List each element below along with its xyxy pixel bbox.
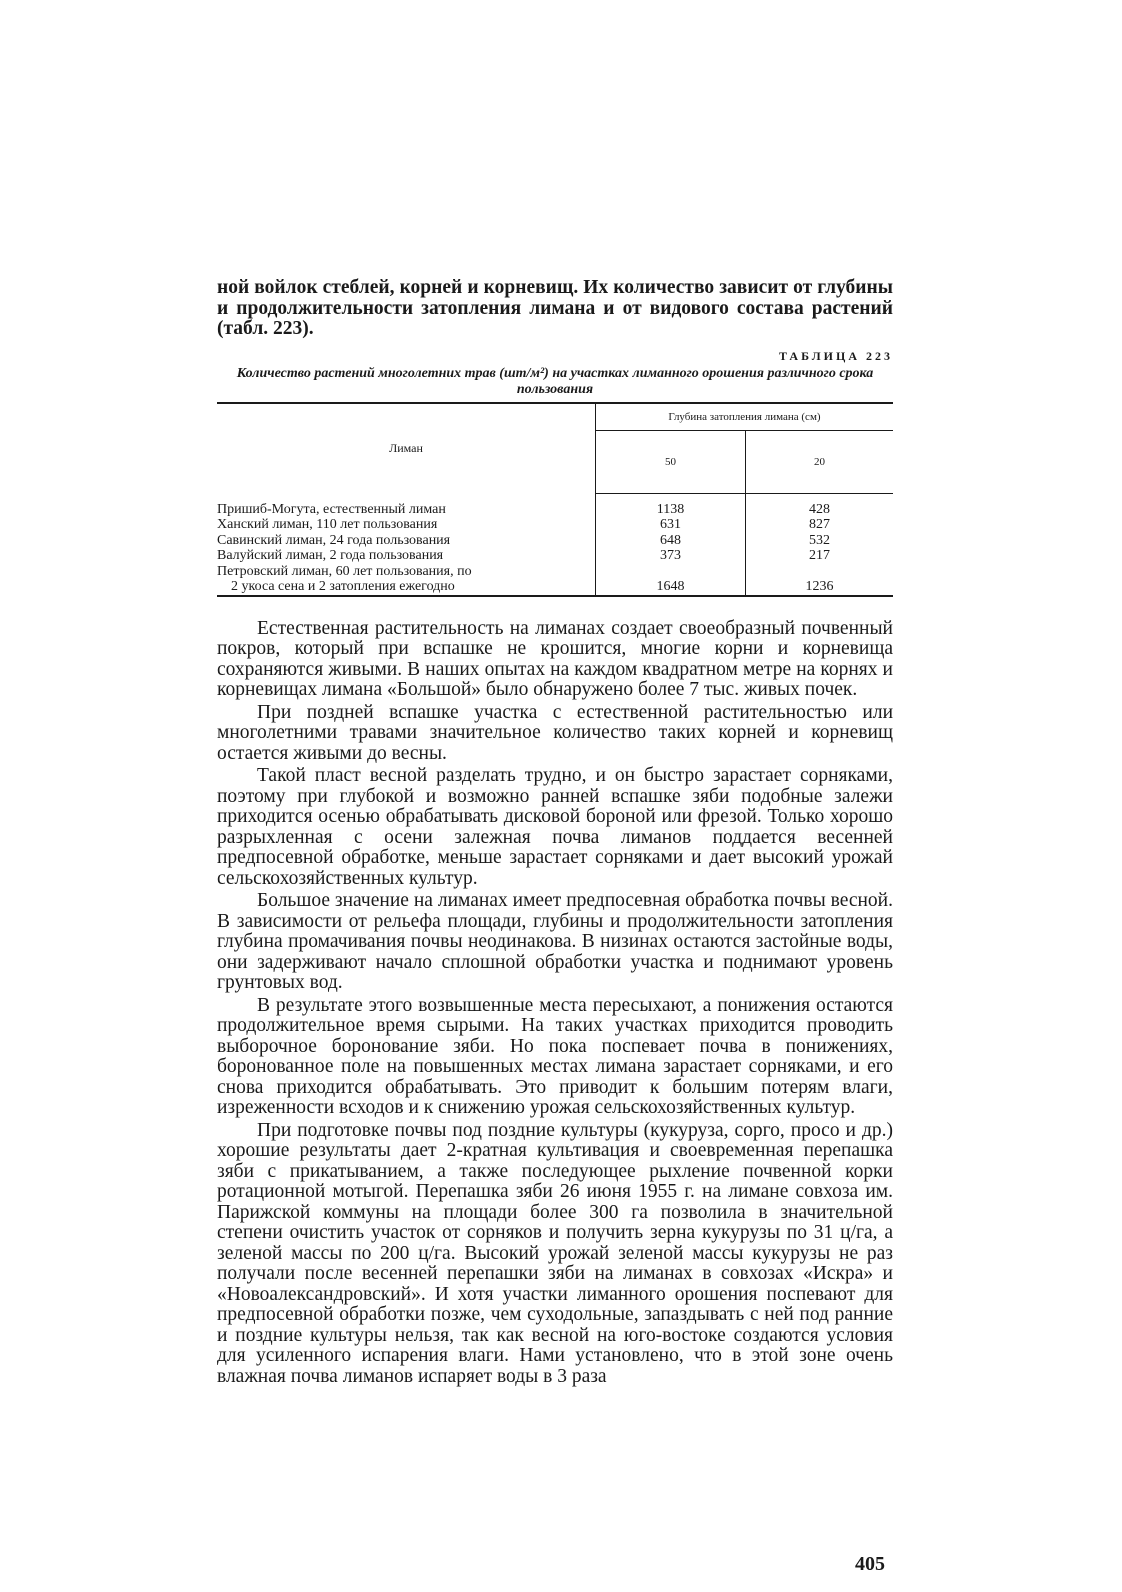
header-depth-50: 50 xyxy=(596,430,746,493)
header-liman: Лиман xyxy=(389,440,423,455)
row-value-20: 428 xyxy=(746,502,894,518)
table-row xyxy=(217,533,893,549)
paragraph: В результате этого возвышенные места пересыхают, а понижения остаются продолжительное время сырыми. На таких участках приходится проводить выборочное боронование зяби. Но пока поспевает почва в понижениях, боронованное поле на повышенных местах лимана зарастает сорняками, и его снова приходится обрабатывать. Это приводит к большим потерям влаги, изреженности всходов и к снижению урожая сельскохозяйственных культур. xyxy=(217,994,893,1118)
paragraph: Такой пласт весной разделать трудно, и он быстро зарастает сорняками, поэтому при глубокой и возможно ранней вспашке зяби подобные залежи приходится осенью обрабатывать дисковой бороной или фрезой. Только хорошо разрыхленная с осени залежная почва лиманов поддается весенней предпосевной обработке, меньше зарастает сорняками и дает высокий урожай сельскохозяйственных культур. xyxy=(217,765,893,889)
table-label: ТАБЛИЦА 223 xyxy=(779,348,893,363)
table-row xyxy=(217,502,893,518)
row-liman xyxy=(217,564,596,596)
row-value-50: 1138 xyxy=(596,502,746,518)
plants-table xyxy=(217,402,893,597)
row-value-20: 217 xyxy=(746,548,894,564)
paragraph: Большое значение на лиманах имеет предпосевная обработка почвы весной. В зависимости от рельефа площади, глубины и продолжительности затопления глубина промачивания почвы неодинакова. В низинах остаются застойные воды, они задерживают начало сплошной обработки участка и поднимают уровень грунтовых вод. xyxy=(217,890,893,993)
row-liman: Пришиб-Могута, естественный лиман xyxy=(217,501,446,517)
paragraph: Естественная растительность на лиманах создает своеобразный почвенный покров, который при вспашке не крошится, многие корни и корневища сохраняются живыми. В наших опытах на каждом квадратном метре на корнях и корневищах лимана «Большой» было обнаружено более 7 тыс. живых почек. xyxy=(217,617,893,700)
table-row xyxy=(217,517,893,533)
body-text xyxy=(217,619,893,1388)
table-row xyxy=(217,564,893,596)
row-value-20: 1236 xyxy=(746,564,894,596)
row-value-50: 648 xyxy=(596,533,746,549)
table-caption: Количество растений многолетних трав (шт/м²) на участках лиманного орошения различного срока пользования xyxy=(236,365,874,397)
header-depth-20: 20 xyxy=(746,430,894,493)
row-value-20: 532 xyxy=(746,533,894,549)
paragraph: При поздней вспашке участка с естественной растительностью или многолетними травами значительное количество таких корней и корневищ остается живыми до весны. xyxy=(217,701,893,764)
row-liman-line-1: Петровский лиман, 60 лет пользования, по xyxy=(217,563,472,579)
row-value-50: 373 xyxy=(596,548,746,564)
row-value-20: 827 xyxy=(746,517,894,533)
row-value-50: 1648 xyxy=(596,564,746,596)
header-depth-group: Глубина затопления лимана (см) xyxy=(596,403,894,431)
row-value-50: 631 xyxy=(596,517,746,533)
intro-paragraph: ной войлок стеблей, корней и корневищ. Их количество зависит от глубины и продолжительности затопления лимана и от видового состава растений (табл. 223). xyxy=(217,277,893,339)
page-number: 405 xyxy=(855,1553,885,1575)
page-content xyxy=(217,278,893,1387)
row-liman-line-2: 2 укоса сена и 2 затопления ежегодно xyxy=(231,579,455,594)
row-liman: Савинский лиман, 24 года пользования xyxy=(217,532,451,548)
row-liman: Ханский лиман, 110 лет пользования xyxy=(217,517,438,532)
table-row xyxy=(217,548,893,564)
row-liman: Валуйский лиман, 2 года пользования xyxy=(217,548,444,563)
paragraph: При подготовке почвы под поздние культуры (кукуруза, сорго, просо и др.) хорошие результаты дает 2-кратная культивация и своевременная перепашка зяби с прикатыванием, а также последующее рыхление почвенной корки ротационной мотыгой. Перепашка зяби 26 июня 1955 г. на лимане совхоза им. Парижской коммуны на площади более 300 га позволила в значительной степени очистить участок от сорняков и получить зерна кукурузы по 31 ц/га, а зеленой массы по 200 ц/га. Высокий урожай зеленой массы кукурузы не раз получали после весенней перепашки зяби на лиманах в совхозах «Искра» и «Новоалександровский». И хотя участки лиманного орошения поспевают для предпосевной обработки позже, чем суходольные, запаздывать с ней под ранние и поздние культуры нельзя, так как весной на юго-востоке создаются условия для усиленного испарения влаги. Нами установлено, что в этой зоне очень влажная почва лиманов испаряет воды в 3 раза xyxy=(217,1119,893,1387)
